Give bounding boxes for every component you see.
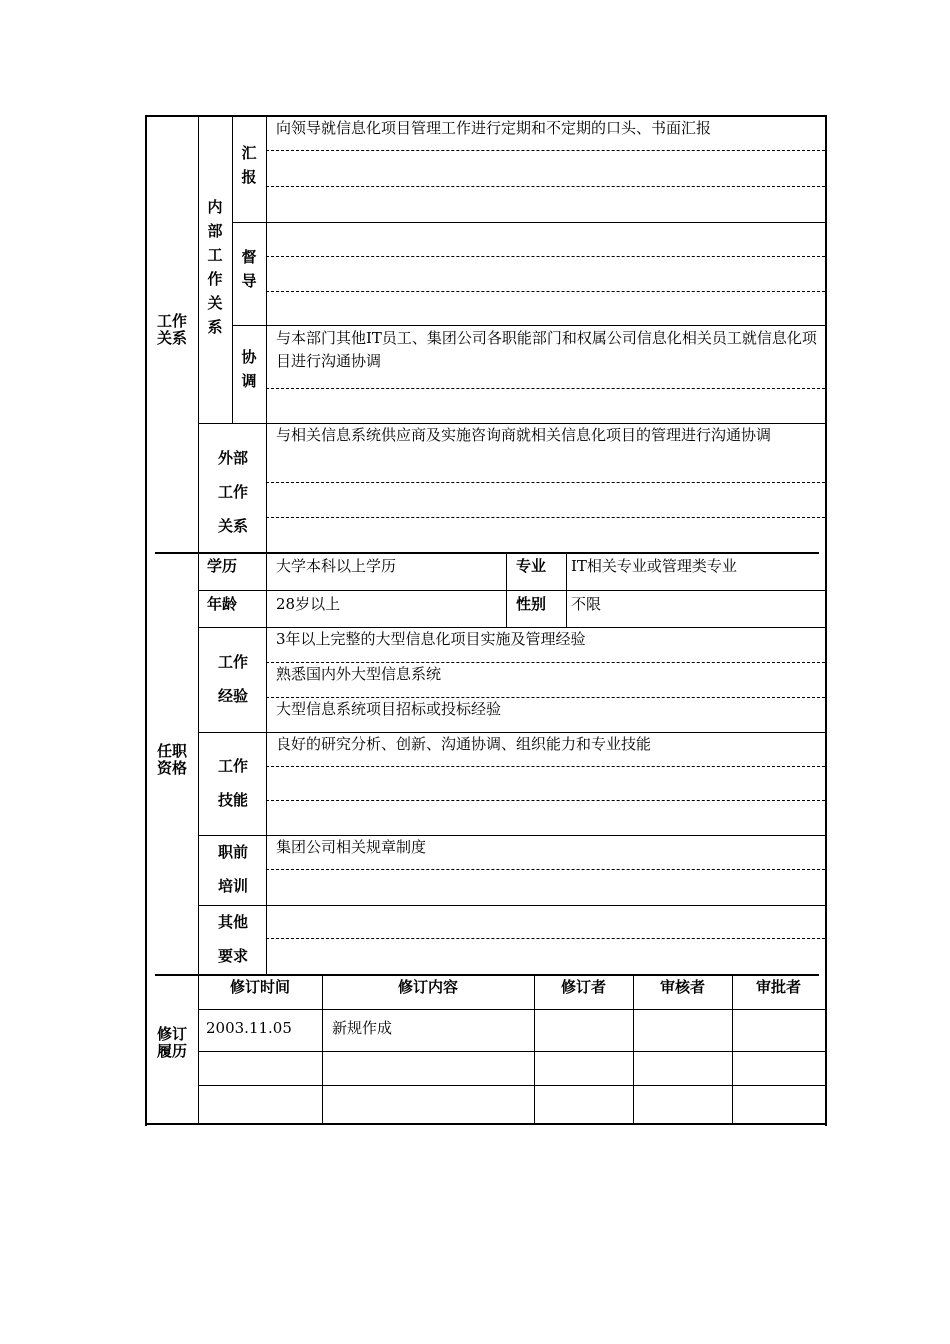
job-description-table xyxy=(145,115,829,1126)
revision-row-content: 新规作成 xyxy=(332,1019,393,1037)
internal-relations-label: 内部工作关系 xyxy=(207,198,223,336)
outer-right-border xyxy=(825,115,827,1126)
dashed-line xyxy=(266,256,825,257)
age-value: 28岁以上 xyxy=(276,595,341,613)
column-line xyxy=(732,976,733,1123)
experience-item: 3年以上完整的大型信息化项目实施及管理经验 xyxy=(276,630,586,648)
dashed-line xyxy=(266,766,825,767)
column-line xyxy=(566,554,567,628)
section-label-qualifications: 任职 资格 xyxy=(156,742,187,777)
row-line xyxy=(198,590,825,591)
row-line xyxy=(232,325,825,326)
section-separator xyxy=(155,974,819,976)
pre-job-training-content: 集团公司相关规章制度 xyxy=(276,838,427,856)
row-line xyxy=(232,222,825,223)
experience-item: 大型信息系统项目招标或投标经验 xyxy=(276,700,502,718)
pre-job-training-label: 职前 培训 xyxy=(217,843,248,895)
dashed-line xyxy=(266,517,825,518)
gender-label: 性别 xyxy=(516,595,547,613)
revision-header-auditor: 审核者 xyxy=(659,978,705,996)
dashed-line xyxy=(266,938,825,939)
coordinate-label: 协调 xyxy=(241,348,257,390)
column-line xyxy=(198,115,199,1123)
gender-value: 不限 xyxy=(571,595,602,613)
section-separator xyxy=(155,552,819,554)
dashed-line xyxy=(266,482,825,483)
revision-header-approver: 审批者 xyxy=(755,978,801,996)
major-value: IT相关专业或管理类专业 xyxy=(571,557,737,575)
column-line xyxy=(322,976,323,1123)
row-line xyxy=(198,905,825,906)
major-label: 专业 xyxy=(516,557,547,575)
external-relations-content: 与相关信息系统供应商及实施咨询商就相关信息化项目的管理进行沟通协调 xyxy=(276,426,772,444)
section-label-work-relations: 工作 关系 xyxy=(156,312,187,347)
row-line xyxy=(198,1009,825,1010)
education-value: 大学本科以上学历 xyxy=(276,557,397,575)
skills-content: 良好的研究分析、创新、沟通协调、组织能力和专业技能 xyxy=(276,735,652,753)
revision-header-content: 修订内容 xyxy=(397,978,458,996)
dashed-line xyxy=(266,150,825,151)
outer-left-border xyxy=(145,115,147,1126)
education-label: 学历 xyxy=(207,557,238,575)
outer-bottom-border xyxy=(145,1123,827,1125)
dashed-line xyxy=(266,388,825,389)
experience-label: 工作 经验 xyxy=(217,653,248,705)
other-requirements-label: 其他 要求 xyxy=(217,913,248,965)
column-line xyxy=(506,554,507,628)
column-line xyxy=(232,115,233,423)
dashed-line xyxy=(266,186,825,187)
external-relations-label: 外部 工作 关系 xyxy=(217,449,248,535)
row-line xyxy=(198,1085,825,1086)
coordinate-content: 与本部门其他IT员工、集团公司各职能部门和权属公司信息化相关员工就信息化项目进行沟通协调 xyxy=(276,329,817,370)
age-label: 年龄 xyxy=(207,595,238,613)
report-content: 向领导就信息化项目管理工作进行定期和不定期的口头、书面汇报 xyxy=(276,119,712,137)
dashed-line xyxy=(266,291,825,292)
report-label: 汇报 xyxy=(241,144,257,186)
revision-row-date: 2003.11.05 xyxy=(206,1019,292,1037)
dashed-line xyxy=(266,869,825,870)
dashed-line xyxy=(266,800,825,801)
column-line xyxy=(534,976,535,1123)
column-line xyxy=(633,976,634,1123)
section-label-revision-history: 修订 履历 xyxy=(156,1025,187,1060)
experience-item: 熟悉国内外大型信息系统 xyxy=(276,665,442,683)
supervise-label: 督导 xyxy=(241,248,257,290)
skills-label: 工作 技能 xyxy=(217,757,248,809)
revision-header-reviser: 修订者 xyxy=(560,978,606,996)
row-line xyxy=(198,1051,825,1052)
column-line xyxy=(266,115,267,974)
revision-header-time: 修订时间 xyxy=(229,978,290,996)
